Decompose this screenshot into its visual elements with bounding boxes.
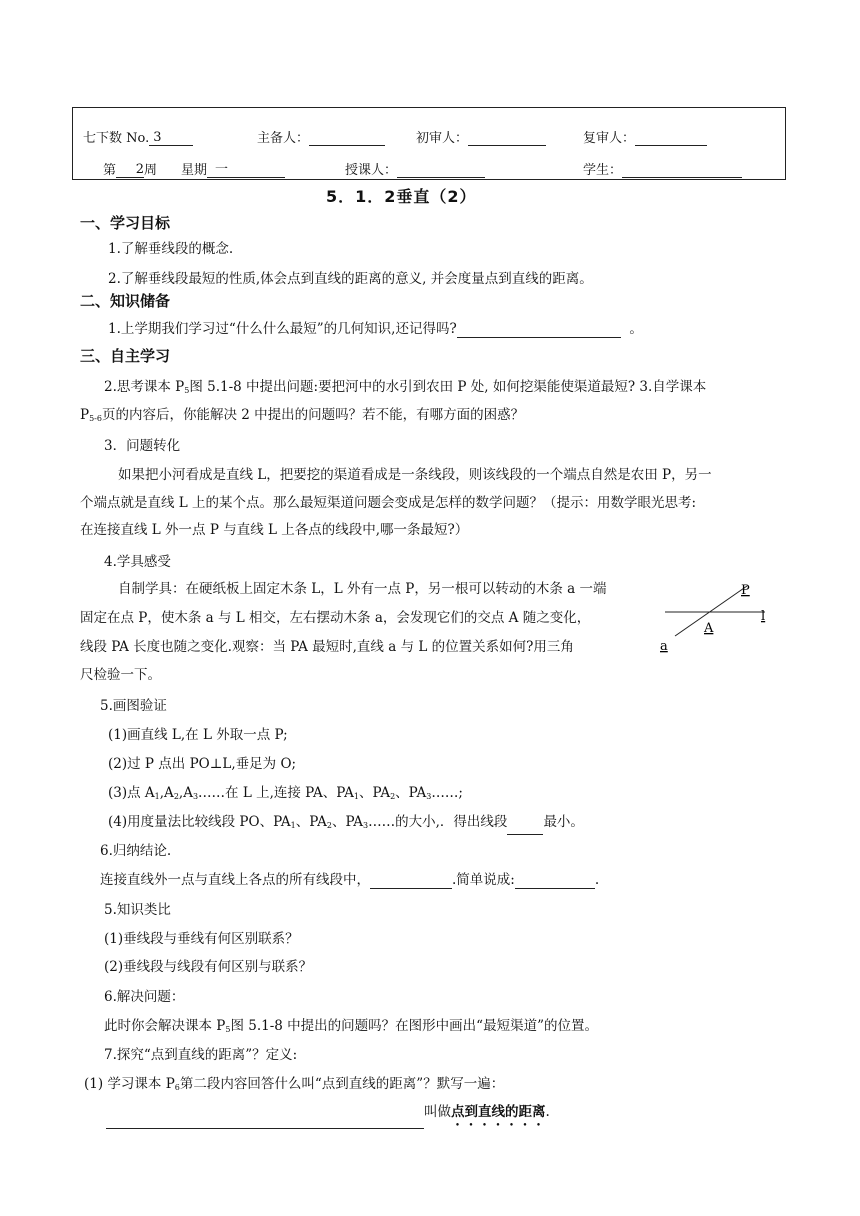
q2-line-2-sub: 5-6: [89, 414, 102, 423]
q7-item-2-term: 点到直线的距离: [451, 1104, 546, 1120]
q4-title: 4.学具感受: [104, 554, 171, 570]
q2-line-1-a: 2.思考课本 P: [104, 379, 185, 395]
q6b-line-b: 图 5.1-8 中提出的问题吗？在图形中画出“最短渠道”的位置。: [230, 1018, 598, 1034]
conclusion-blank-1[interactable]: [370, 874, 452, 889]
q7-item-1: [84, 1075, 504, 1097]
q5-step-3-a: (3)点 A: [108, 785, 155, 801]
shortest-segment-blank[interactable]: [507, 820, 543, 835]
label-l: l: [761, 609, 766, 624]
week-suffix: 周: [144, 163, 158, 178]
q2-line-1-sub: 5: [184, 386, 190, 395]
q5-step-4-end: 最小。: [543, 814, 584, 830]
q4-line-2: 固定在点 P，使木条 a 与 L 相交，左右摆动木条 a，会发现它们的交点 A 随之变化，: [80, 610, 591, 626]
student-field: [583, 159, 742, 178]
q6-line-end: .: [594, 872, 600, 888]
label-A: A: [704, 621, 714, 636]
q7-item-2-end: .: [545, 1104, 550, 1120]
q3-line-1: 如果把小河看成是直线 L，把要挖的渠道看成是一条线段，则该线段的一个端点自然是农田 P，另一: [118, 467, 712, 483]
q5-step-4-b: ……的大小,．得出线段: [368, 814, 508, 830]
q4-line-3: 线段 PA 长度也随之变化.观察：当 PA 最短时,直线 a 与 L 的位置关系如何?用三角: [80, 639, 574, 655]
sub-1c: 1: [290, 821, 296, 830]
q5-step-4: (4)用度量法比较线段 PO、$PA_1$、$PA_2$、$PA_3\dots\dots$的大小,．得出线段 最小。: [108, 813, 584, 835]
second-reviewer-label: 复审人：: [583, 131, 636, 146]
q2-line-2-a: P: [80, 407, 90, 423]
prep-item-1-end: 。: [629, 321, 643, 337]
week-field: [103, 159, 157, 178]
q5b-title: 5.知识类比: [104, 902, 171, 918]
q5-step-2: (2)过 P 点出 PO⊥L,垂足为 O;: [108, 756, 297, 772]
label-a: a: [660, 639, 668, 654]
teacher-blank[interactable]: [397, 162, 485, 178]
preparer-label: 主备人：: [257, 131, 310, 146]
q3-line-2: 个端点就是直线 L 上的某个点。那么最短渠道问题会变成是怎样的数学问题？（提示：用数学眼光思考:: [80, 495, 697, 511]
second-reviewer-blank[interactable]: [635, 130, 707, 146]
q7-item-2: [106, 1103, 550, 1129]
first-reviewer-label: 初审人：: [416, 131, 469, 146]
prep-item-1: [108, 320, 643, 338]
sub-3c: 3: [363, 821, 369, 830]
section-2-heading: 二、知识储备: [80, 292, 171, 310]
preparer-blank[interactable]: [309, 130, 385, 146]
q6-line-a: 连接直线外一点与直线上各点的所有线段中，: [100, 872, 370, 888]
weekday-label: 星期: [181, 163, 208, 178]
sub-2b: 2: [390, 792, 396, 801]
q2-line-2-b: 页的内容后，你能解决 2 中提出的问题吗？若不能，有哪方面的困惑？: [101, 407, 525, 423]
student-blank[interactable]: [622, 162, 742, 178]
goal-item-2: 2.了解垂线段最短的性质,体会点到直线的距离的意义, 并会度量点到直线的距离。: [108, 271, 593, 287]
sub-2: 2: [173, 792, 179, 801]
q2-line-1-b: 图 5.1-8 中提出问题:要把河中的水引到农田 P 处, 如何挖渠能使渠道最短? 3.自学课本: [189, 379, 707, 395]
q6-line: [100, 871, 599, 889]
q5-step-3-end: ……;: [431, 785, 463, 801]
sub-3b: 3: [426, 792, 432, 801]
second-reviewer-field: [583, 127, 707, 146]
preparer-field: [257, 127, 385, 146]
q7-item-1-b: 第二段内容回答什么叫“点到直线的距离”？默写一遍：: [179, 1076, 505, 1092]
week-prefix: 第: [103, 163, 117, 178]
q7-item-1-sub: 6: [174, 1083, 180, 1092]
label-P: P: [741, 583, 750, 598]
grade-number: 3: [149, 130, 193, 146]
prep-answer-blank[interactable]: [457, 323, 621, 338]
weekday-field: [181, 159, 285, 178]
q5-step-3: (3)点 $A_1,A_2,A_3\dots\dots$在 L 上,连接 PA、$PA_1$、$PA_2$、$PA_3\dots\dots$;: [108, 785, 463, 801]
q6b-line: [104, 1017, 598, 1039]
q6-line-b: .简单说成:: [452, 872, 515, 888]
q7-title: 7.探究“点到直线的距离”？定义:: [104, 1047, 298, 1063]
q5b-item-2: (2)垂线段与线段有何区别与联系？: [104, 959, 313, 975]
student-label: 学生：: [583, 163, 623, 178]
first-reviewer-field: [416, 127, 546, 146]
q5-step-3-tail: ……在 L 上,连接 PA、PA: [198, 785, 354, 801]
q6b-line-a: 此时你会解决课本 P: [104, 1018, 226, 1034]
teacher-field: [345, 159, 485, 178]
q6b-line-sub: 5: [225, 1025, 231, 1034]
q5b-item-1: (1)垂线段与垂线有何区别联系？: [104, 931, 299, 947]
sub-3: 3: [192, 792, 199, 801]
grade-label: 七下数 No.: [83, 131, 150, 146]
q2-line-2: [80, 406, 524, 428]
prep-item-1-text: 1.上学期我们学习过“什么什么最短”的几何知识,还记得吗?: [108, 321, 457, 337]
goal-item-1: 1.了解垂线段的概念.: [108, 241, 234, 257]
q5-title: 5.画图验证: [100, 698, 167, 714]
header-box: [72, 107, 786, 180]
q4-line-1: 自制学具：在硬纸板上固定木条 L，L 外有一点 P，另一根可以转动的木条 a 一端: [118, 581, 607, 597]
sub-1b: 1: [353, 792, 359, 801]
definition-blank[interactable]: [106, 1114, 424, 1129]
q3-title: 3．问题转化: [104, 438, 181, 454]
q5-step-4-a: (4)用度量法比较线段 PO、PA: [108, 814, 291, 830]
q7-item-2-a: 叫做: [424, 1104, 451, 1120]
q4-line-4: 尺检验一下。: [80, 667, 161, 683]
header-row-1: [83, 127, 193, 146]
q5-step-1: (1)画直线 L,在 L 外取一点 P;: [108, 727, 288, 743]
first-reviewer-blank[interactable]: [468, 130, 546, 146]
sub-2c: 2: [326, 821, 332, 830]
section-3-heading: 三、自主学习: [80, 347, 171, 365]
section-1-heading: 一、学习目标: [80, 214, 171, 232]
page-title: 5．1．2垂直（2）: [326, 187, 477, 206]
q3-line-3: 在连接直线 L 外一点 P 与直线 L 上各点的线段中,哪一条最短?）: [80, 522, 469, 538]
sub-1: 1: [154, 792, 160, 801]
weekday-value: 一: [207, 162, 285, 178]
conclusion-blank-2[interactable]: [515, 874, 595, 889]
q7-item-1-a: (1) 学习课本 P: [84, 1076, 175, 1092]
line-intersection-figure: [655, 576, 780, 656]
q6-title: 6.归纳结论.: [100, 843, 172, 859]
q2-line-1: [104, 378, 706, 400]
q6b-title: 6.解决问题：: [104, 989, 185, 1005]
week-number: 2: [116, 162, 144, 178]
teacher-label: 授课人：: [345, 163, 398, 178]
